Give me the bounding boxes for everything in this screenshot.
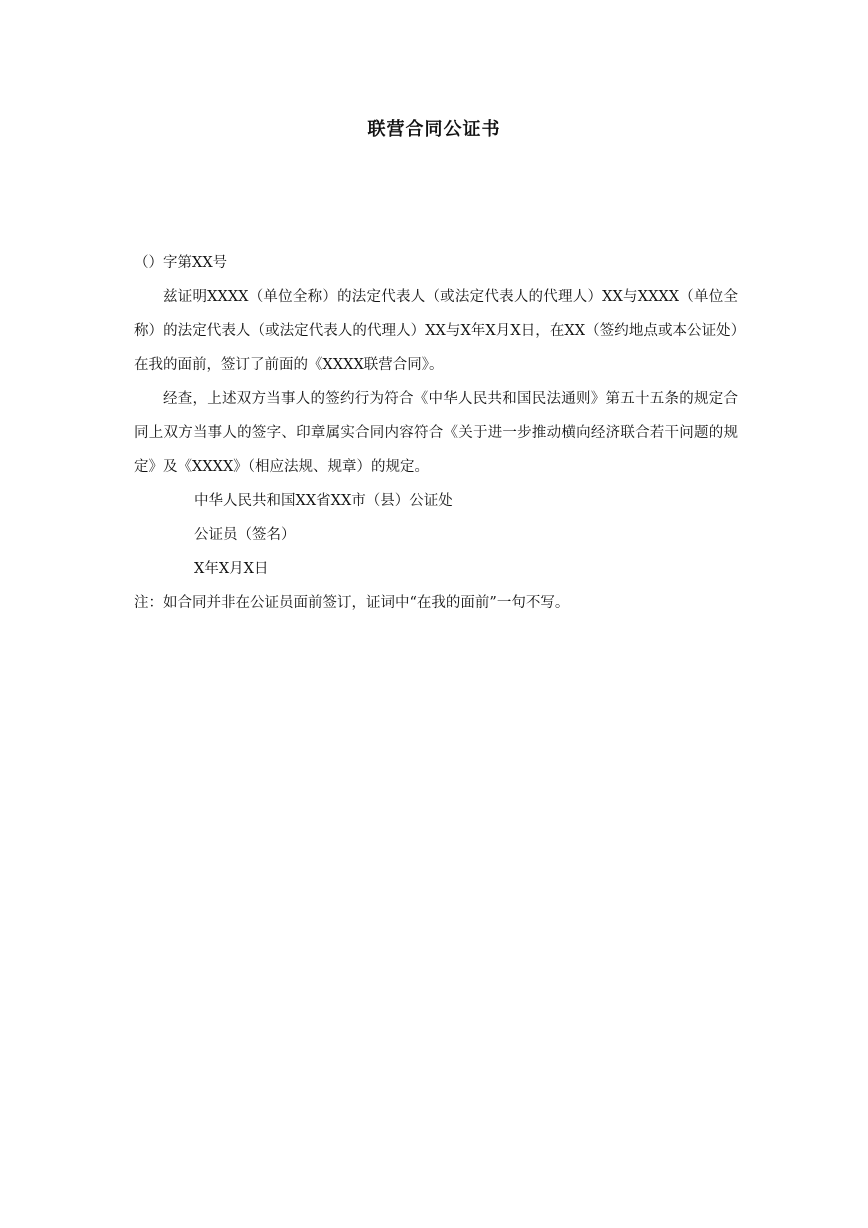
- footnote: 注：如合同并非在公证员面前签订，证词中“在我的面前”一句不写。: [134, 595, 570, 611]
- document-title: 联营合同公证书: [367, 119, 501, 140]
- review-paragraph: 经查，上述双方当事人的签约行为符合《中华人民共和国民法通则》第五十五条的规定合同上双方当事人的签字、印章属实合同内容符合《关于进一步推动横向经济联合若干问题的规定》及《XXXX》（相应法规、规章）的规定。: [134, 391, 738, 475]
- document-body: [134, 246, 738, 620]
- notary-office: 中华人民共和国XX省XX市（县）公证处: [194, 493, 453, 509]
- document-date: X年X月X日: [194, 561, 269, 577]
- notary-signature: 公证员（签名）: [194, 527, 296, 543]
- certificate-number: （）字第XX号: [134, 255, 228, 271]
- certification-paragraph: 兹证明XXXX（单位全称）的法定代表人（或法定代表人的代理人）XX与XXXX（单位全称）的法定代表人（或法定代表人的代理人）XX与X年X月X日，在XX（签约地点或本公证处）在我的面前，签订了前面的《XXXX联营合同》。: [134, 289, 738, 373]
